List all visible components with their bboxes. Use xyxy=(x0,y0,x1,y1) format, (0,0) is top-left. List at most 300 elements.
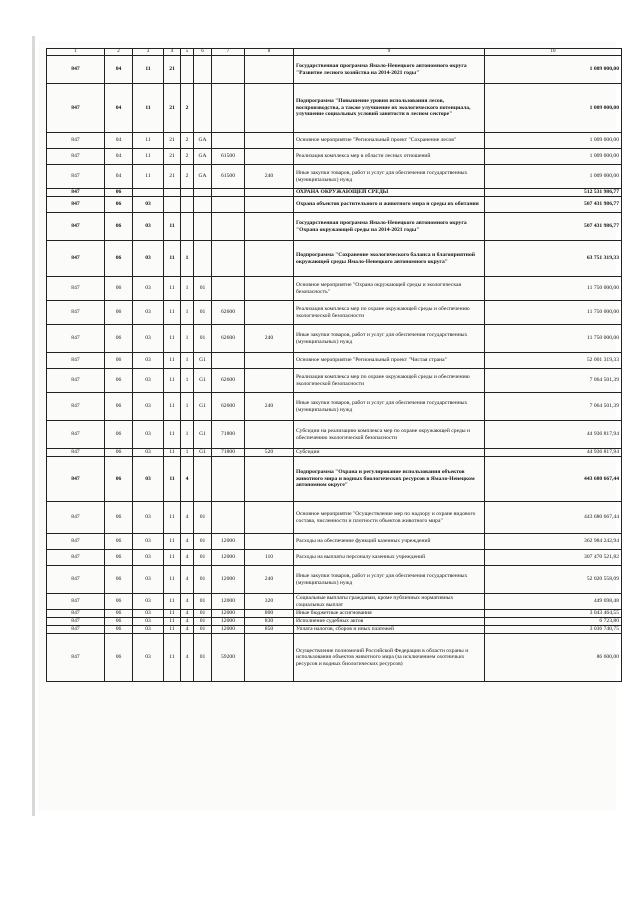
activity-code xyxy=(194,457,212,502)
section-code: 06 xyxy=(105,457,133,502)
expense-type-code xyxy=(245,149,294,165)
subsection-code: 11 xyxy=(133,149,164,165)
section-code: 06 xyxy=(105,594,133,610)
amount: 52 001 319,33 xyxy=(485,353,622,369)
activity-code: 01 xyxy=(194,550,212,566)
item-name: Осуществление полномочий Российской Федерации в области охраны и использования объектов животного мира (за исключением охотничьих ресурсов и водных биологических ресурсов) xyxy=(294,634,485,682)
program-code: 11 xyxy=(164,626,181,634)
program-code xyxy=(164,197,181,213)
section-code: 06 xyxy=(105,241,133,277)
table-row xyxy=(47,421,622,449)
amount: 507 431 986,77 xyxy=(485,213,622,241)
section-code: 06 xyxy=(105,566,133,594)
amount: 443 680 667,44 xyxy=(485,457,622,502)
activity-code: G1 xyxy=(194,369,212,393)
ministry-code: 847 xyxy=(47,84,105,133)
section-code: 06 xyxy=(105,626,133,634)
direction-code: 12000 xyxy=(212,626,245,634)
direction-code xyxy=(212,56,245,84)
expense-type-code: 240 xyxy=(245,566,294,594)
activity-code xyxy=(194,56,212,84)
amount: 44 936 817,94 xyxy=(485,421,622,449)
program-code: 21 xyxy=(164,133,181,149)
direction-code: 62600 xyxy=(212,393,245,421)
item-name: Основное мероприятие "Охрана окружающей среды и экологическая безопасность" xyxy=(294,277,485,301)
budget-table-body xyxy=(47,49,622,682)
section-code: 04 xyxy=(105,84,133,133)
activity-code: 01 xyxy=(194,277,212,301)
subprogram-code: 2 xyxy=(181,133,194,149)
amount: 3 043 464,55 xyxy=(485,610,622,618)
program-code: 11 xyxy=(164,634,181,682)
table-row xyxy=(47,133,622,149)
ministry-code: 847 xyxy=(47,634,105,682)
program-code: 11 xyxy=(164,534,181,550)
activity-code: G1 xyxy=(194,449,212,457)
subsection-code: 03 xyxy=(133,449,164,457)
subsection-code: 11 xyxy=(133,165,164,189)
table-row xyxy=(47,353,622,369)
activity-code: GA xyxy=(194,133,212,149)
subprogram-code: 1 xyxy=(181,325,194,353)
ministry-code: 847 xyxy=(47,213,105,241)
expense-type-code xyxy=(245,213,294,241)
item-name: Иные закупки товаров, работ и услуг для обеспечения государственных (муниципальных) нужд xyxy=(294,566,485,594)
item-name: Подпрограмма "Охрана и регулирование использования объектов животного мира и водных биологических ресурсов в Ямало-Ненецком автономном округе" xyxy=(294,457,485,502)
subsection-code: 03 xyxy=(133,502,164,534)
program-code: 21 xyxy=(164,149,181,165)
direction-code xyxy=(212,502,245,534)
subsection-code: 03 xyxy=(133,634,164,682)
ministry-code: 847 xyxy=(47,165,105,189)
activity-code: 01 xyxy=(194,634,212,682)
subprogram-code: 1 xyxy=(181,393,194,421)
activity-code xyxy=(194,189,212,197)
direction-code: 12000 xyxy=(212,618,245,626)
subprogram-code: 4 xyxy=(181,550,194,566)
expense-type-code xyxy=(245,189,294,197)
expense-type-code xyxy=(245,353,294,369)
expense-type-code xyxy=(245,457,294,502)
direction-code xyxy=(212,84,245,133)
item-name: Государственная программа Ямало-Ненецкого автономного округа "Развитие лесного хозяйства на 2014-2021 годы" xyxy=(294,56,485,84)
subsection-code: 03 xyxy=(133,241,164,277)
ministry-code: 847 xyxy=(47,277,105,301)
subprogram-code: 4 xyxy=(181,610,194,618)
subprogram-code: 4 xyxy=(181,457,194,502)
item-name: Иные бюджетные ассигнования xyxy=(294,610,485,618)
expense-type-code xyxy=(245,502,294,534)
section-code: 06 xyxy=(105,277,133,301)
expense-type-code xyxy=(245,84,294,133)
table-row xyxy=(47,502,622,534)
table-row xyxy=(47,277,622,301)
expense-type-code xyxy=(245,197,294,213)
program-code: 11 xyxy=(164,277,181,301)
subprogram-code xyxy=(181,189,194,197)
section-code: 06 xyxy=(105,550,133,566)
amount: 1 009 000,00 xyxy=(485,84,622,133)
subprogram-code: 2 xyxy=(181,165,194,189)
section-code: 04 xyxy=(105,56,133,84)
item-name: Реализация комплекса мер по охране окружающей среды и обеспечению экологической безопасности xyxy=(294,369,485,393)
program-code: 11 xyxy=(164,618,181,626)
activity-code: 01 xyxy=(194,626,212,634)
column-number: 4 xyxy=(164,49,181,56)
table-row xyxy=(47,56,622,84)
amount: 1 009 000,00 xyxy=(485,165,622,189)
column-number: 8 xyxy=(245,49,294,56)
subsection-code: 11 xyxy=(133,56,164,84)
amount: 86 600,00 xyxy=(485,634,622,682)
section-code: 06 xyxy=(105,353,133,369)
table-row xyxy=(47,626,622,634)
item-name: Основное мероприятие "Региональный проект "Чистая страна" xyxy=(294,353,485,369)
ministry-code: 847 xyxy=(47,610,105,618)
amount: 11 750 000,00 xyxy=(485,301,622,325)
subprogram-code: 1 xyxy=(181,277,194,301)
expense-type-code: 240 xyxy=(245,393,294,421)
amount: 507 431 986,77 xyxy=(485,197,622,213)
expense-type-code: 240 xyxy=(245,165,294,189)
subsection-code: 03 xyxy=(133,197,164,213)
ministry-code: 847 xyxy=(47,534,105,550)
amount: 362 984 242,94 xyxy=(485,534,622,550)
subprogram-code: 1 xyxy=(181,241,194,277)
item-name: ОХРАНА ОКРУЖАЮЩЕЙ СРЕДЫ xyxy=(294,189,485,197)
section-code: 06 xyxy=(105,325,133,353)
expense-type-code: 850 xyxy=(245,626,294,634)
expense-type-code xyxy=(245,56,294,84)
subprogram-code: 4 xyxy=(181,634,194,682)
item-name: Подпрограмма "Повышение уровня использования лесов, воспроизводства, а также улучшение их экологического потенциала, улучшение социальных условий занятости в лесном секторе" xyxy=(294,84,485,133)
amount: 307 470 521,82 xyxy=(485,550,622,566)
item-name: Реализация комплекса мер по охране окружающей среды и обеспечению экологической безопасности xyxy=(294,301,485,325)
direction-code: 62600 xyxy=(212,369,245,393)
subsection-code: 03 xyxy=(133,393,164,421)
direction-code: 61500 xyxy=(212,165,245,189)
ministry-code: 847 xyxy=(47,325,105,353)
program-code: 11 xyxy=(164,353,181,369)
direction-code xyxy=(212,241,245,277)
subsection-code: 03 xyxy=(133,626,164,634)
amount: 7 064 501,39 xyxy=(485,369,622,393)
program-code: 21 xyxy=(164,84,181,133)
activity-code: G1 xyxy=(194,393,212,421)
table-row xyxy=(47,149,622,165)
activity-code: GA xyxy=(194,149,212,165)
table-row xyxy=(47,534,622,550)
table-row xyxy=(47,550,622,566)
ministry-code: 847 xyxy=(47,133,105,149)
section-code: 06 xyxy=(105,301,133,325)
subsection-code: 03 xyxy=(133,421,164,449)
section-code: 06 xyxy=(105,634,133,682)
section-code: 06 xyxy=(105,618,133,626)
direction-code xyxy=(212,213,245,241)
direction-code: 12000 xyxy=(212,534,245,550)
table-row xyxy=(47,369,622,393)
column-number: 10 xyxy=(485,49,622,56)
table-row xyxy=(47,610,622,618)
subprogram-code: 2 xyxy=(181,84,194,133)
ministry-code: 847 xyxy=(47,353,105,369)
subsection-code: 03 xyxy=(133,301,164,325)
item-name: Иные закупки товаров, работ и услуг для обеспечения государственных (муниципальных) нужд xyxy=(294,393,485,421)
item-name: Социальные выплаты гражданам, кроме публичных нормативных социальных выплат xyxy=(294,594,485,610)
direction-code: 12000 xyxy=(212,550,245,566)
activity-code xyxy=(194,241,212,277)
ministry-code: 847 xyxy=(47,149,105,165)
ministry-code: 847 xyxy=(47,393,105,421)
column-number: 7 xyxy=(212,49,245,56)
activity-code: 01 xyxy=(194,610,212,618)
program-code: 11 xyxy=(164,393,181,421)
subprogram-code: 1 xyxy=(181,369,194,393)
direction-code xyxy=(212,197,245,213)
subsection-code: 11 xyxy=(133,133,164,149)
item-name: Государственная программа Ямало-Ненецкого автономного округа "Охрана окружающей среды на 2014-2021 годы" xyxy=(294,213,485,241)
item-name: Субсидии xyxy=(294,449,485,457)
program-code xyxy=(164,189,181,197)
item-name: Субсидии на реализацию комплекса мер по охране окружающей среды и обеспечению экологической безопасности xyxy=(294,421,485,449)
program-code: 11 xyxy=(164,610,181,618)
expense-type-code: 830 xyxy=(245,618,294,626)
ministry-code: 847 xyxy=(47,550,105,566)
column-number: 5 xyxy=(181,49,194,56)
table-row xyxy=(47,393,622,421)
column-number: 6 xyxy=(194,49,212,56)
item-name: Подпрограмма "Сохранение экологического баланса и благоприятной окружающей среды Ямало-Ненецкого автономного округа" xyxy=(294,241,485,277)
ministry-code: 847 xyxy=(47,421,105,449)
program-code: 11 xyxy=(164,241,181,277)
section-code: 06 xyxy=(105,421,133,449)
table-row xyxy=(47,325,622,353)
section-code: 06 xyxy=(105,189,133,197)
table-row xyxy=(47,301,622,325)
amount: 44 936 817,94 xyxy=(485,449,622,457)
expense-type-code: 240 xyxy=(245,325,294,353)
amount: 512 531 986,77 xyxy=(485,189,622,197)
subprogram-code xyxy=(181,197,194,213)
direction-code: 59200 xyxy=(212,634,245,682)
activity-code: 01 xyxy=(194,594,212,610)
amount: 63 751 319,33 xyxy=(485,241,622,277)
subsection-code: 03 xyxy=(133,369,164,393)
direction-code: 71800 xyxy=(212,449,245,457)
program-code: 11 xyxy=(164,502,181,534)
subprogram-code: 2 xyxy=(181,149,194,165)
subsection-code: 03 xyxy=(133,618,164,626)
expense-type-code xyxy=(245,634,294,682)
subsection-code: 03 xyxy=(133,353,164,369)
activity-code: 01 xyxy=(194,618,212,626)
amount: 6 723,80 xyxy=(485,618,622,626)
direction-code xyxy=(212,457,245,502)
ministry-code: 847 xyxy=(47,56,105,84)
activity-code xyxy=(194,213,212,241)
activity-code: 01 xyxy=(194,325,212,353)
item-name: Исполнение судебных актов xyxy=(294,618,485,626)
item-name: Охрана объектов растительного и животного мира и среды их обитания xyxy=(294,197,485,213)
ministry-code: 847 xyxy=(47,502,105,534)
amount: 52 020 558,09 xyxy=(485,566,622,594)
program-code: 11 xyxy=(164,301,181,325)
ministry-code: 847 xyxy=(47,566,105,594)
column-number: 1 xyxy=(47,49,105,56)
subprogram-code: 4 xyxy=(181,618,194,626)
activity-code: 01 xyxy=(194,301,212,325)
activity-code: G1 xyxy=(194,353,212,369)
subprogram-code: 4 xyxy=(181,626,194,634)
amount: 3 036 740,75 xyxy=(485,626,622,634)
direction-code xyxy=(212,277,245,301)
column-number: 2 xyxy=(105,49,133,56)
expense-type-code: 110 xyxy=(245,550,294,566)
subprogram-code xyxy=(181,213,194,241)
table-row xyxy=(47,241,622,277)
expense-type-code xyxy=(245,534,294,550)
item-name: Расходы на обеспечение функций казенных учреждений xyxy=(294,534,485,550)
program-code: 11 xyxy=(164,369,181,393)
subprogram-code xyxy=(181,56,194,84)
column-number: 3 xyxy=(133,49,164,56)
ministry-code: 847 xyxy=(47,626,105,634)
subsection-code xyxy=(133,189,164,197)
ministry-code: 847 xyxy=(47,197,105,213)
subsection-code: 03 xyxy=(133,277,164,301)
activity-code: 01 xyxy=(194,534,212,550)
ministry-code: 847 xyxy=(47,449,105,457)
ministry-code: 847 xyxy=(47,594,105,610)
expense-type-code xyxy=(245,421,294,449)
program-code: 11 xyxy=(164,449,181,457)
direction-code xyxy=(212,133,245,149)
section-code: 06 xyxy=(105,369,133,393)
table-row xyxy=(47,84,622,133)
activity-code xyxy=(194,197,212,213)
budget-table xyxy=(46,48,622,682)
ministry-code: 847 xyxy=(47,241,105,277)
section-code: 04 xyxy=(105,149,133,165)
expense-type-code: 520 xyxy=(245,449,294,457)
program-code: 11 xyxy=(164,213,181,241)
item-name: Иные закупки товаров, работ и услуг для обеспечения государственных (муниципальных) нужд xyxy=(294,165,485,189)
activity-code: G1 xyxy=(194,421,212,449)
program-code: 11 xyxy=(164,594,181,610)
amount: 11 750 000,00 xyxy=(485,325,622,353)
subsection-code: 03 xyxy=(133,610,164,618)
amount: 11 750 000,00 xyxy=(485,277,622,301)
item-name: Основное мероприятие "Региональный проект "Сохранение лесов" xyxy=(294,133,485,149)
subsection-code: 03 xyxy=(133,325,164,353)
direction-code: 12000 xyxy=(212,566,245,594)
program-code: 11 xyxy=(164,457,181,502)
amount: 1 009 000,00 xyxy=(485,149,622,165)
table-row xyxy=(47,449,622,457)
amount: 7 064 501,39 xyxy=(485,393,622,421)
direction-code xyxy=(212,353,245,369)
subsection-code: 11 xyxy=(133,84,164,133)
amount: 449 698,48 xyxy=(485,594,622,610)
activity-code: GA xyxy=(194,165,212,189)
direction-code: 12000 xyxy=(212,610,245,618)
scan-page-edge xyxy=(32,36,35,816)
expense-type-code xyxy=(245,133,294,149)
activity-code: 01 xyxy=(194,502,212,534)
table-row xyxy=(47,457,622,502)
program-code: 21 xyxy=(164,56,181,84)
activity-code: 01 xyxy=(194,566,212,594)
subprogram-code: 1 xyxy=(181,353,194,369)
program-code: 11 xyxy=(164,421,181,449)
amount: 443 680 667,44 xyxy=(485,502,622,534)
item-name: Основное мероприятие "Осуществление мер по надзору и охране видового состава, численности и плотности объектов животного мира" xyxy=(294,502,485,534)
direction-code: 61500 xyxy=(212,149,245,165)
direction-code: 71800 xyxy=(212,421,245,449)
subsection-code: 03 xyxy=(133,457,164,502)
subsection-code: 03 xyxy=(133,550,164,566)
table-row xyxy=(47,197,622,213)
section-code: 04 xyxy=(105,165,133,189)
subsection-code: 03 xyxy=(133,566,164,594)
table-row xyxy=(47,594,622,610)
subsection-code: 03 xyxy=(133,534,164,550)
subprogram-code: 1 xyxy=(181,301,194,325)
amount: 1 009 000,00 xyxy=(485,133,622,149)
program-code: 21 xyxy=(164,165,181,189)
column-number-row xyxy=(47,49,622,56)
item-name: Расходы на выплаты персоналу казенных учреждений xyxy=(294,550,485,566)
direction-code: 12000 xyxy=(212,594,245,610)
expense-type-code xyxy=(245,241,294,277)
ministry-code: 847 xyxy=(47,618,105,626)
section-code: 06 xyxy=(105,534,133,550)
ministry-code: 847 xyxy=(47,457,105,502)
subprogram-code: 1 xyxy=(181,449,194,457)
ministry-code: 847 xyxy=(47,369,105,393)
section-code: 04 xyxy=(105,133,133,149)
table-row xyxy=(47,566,622,594)
subprogram-code: 4 xyxy=(181,594,194,610)
subprogram-code: 1 xyxy=(181,421,194,449)
amount: 1 009 000,00 xyxy=(485,56,622,84)
section-code: 06 xyxy=(105,197,133,213)
column-number: 9 xyxy=(294,49,485,56)
direction-code: 62600 xyxy=(212,301,245,325)
table-row xyxy=(47,618,622,626)
item-name: Иные закупки товаров, работ и услуг для обеспечения государственных (муниципальных) нужд xyxy=(294,325,485,353)
table-row xyxy=(47,165,622,189)
expense-type-code xyxy=(245,277,294,301)
expense-type-code xyxy=(245,369,294,393)
direction-code: 62600 xyxy=(212,325,245,353)
expense-type-code: 800 xyxy=(245,610,294,618)
section-code: 06 xyxy=(105,393,133,421)
subsection-code: 03 xyxy=(133,213,164,241)
section-code: 06 xyxy=(105,449,133,457)
program-code: 11 xyxy=(164,325,181,353)
ministry-code: 847 xyxy=(47,189,105,197)
expense-type-code xyxy=(245,301,294,325)
subsection-code: 03 xyxy=(133,594,164,610)
table-row xyxy=(47,189,622,197)
program-code: 11 xyxy=(164,566,181,594)
program-code: 11 xyxy=(164,550,181,566)
subprogram-code: 4 xyxy=(181,566,194,594)
activity-code xyxy=(194,84,212,133)
direction-code xyxy=(212,189,245,197)
